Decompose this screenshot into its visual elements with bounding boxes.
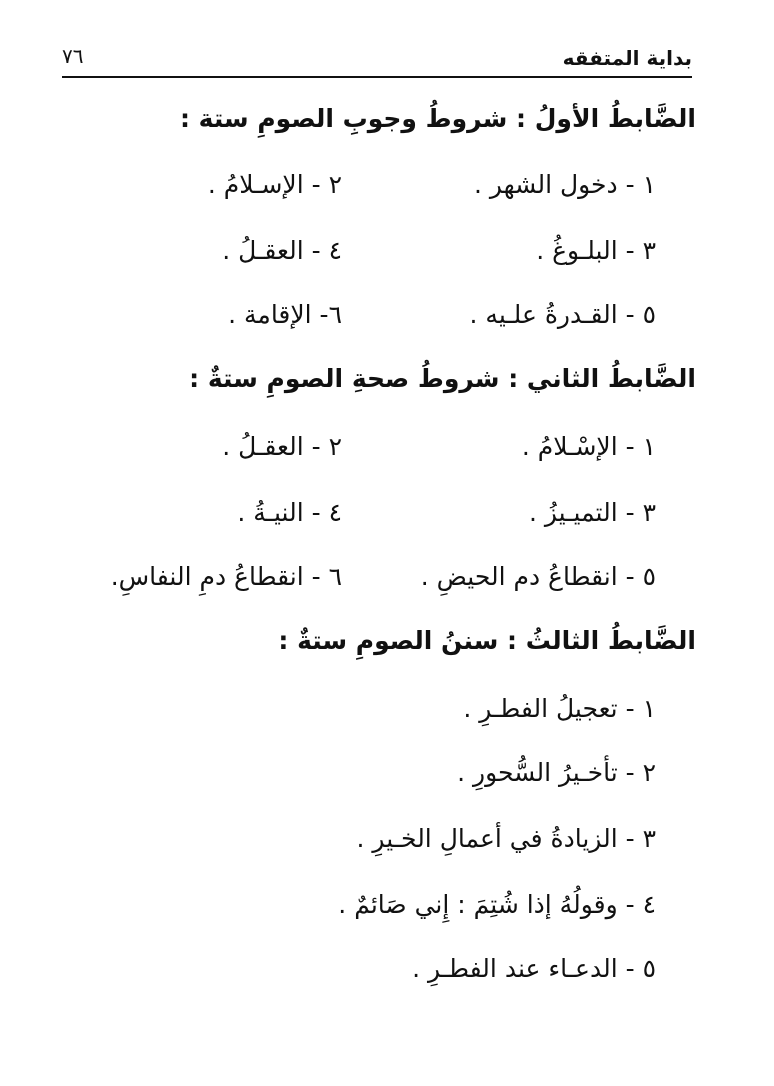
section-2-item-5: ٥ - انقطاعُ دم الحيضِ . (420, 562, 656, 591)
section-2-heading (189, 364, 696, 393)
section-2-item-6: ٦ - انقطاعُ دمِ النفاسِ. (110, 562, 342, 591)
page-number: ٧٦ (62, 44, 84, 68)
section-1-item-2: ٢ - الإسـلامُ . (207, 170, 342, 199)
section-2-item-3: ٣ - التميـيزُ . (528, 498, 656, 527)
section-1-label: الضَّابطُ الأولُ : (516, 104, 696, 133)
section-3-item-4: ٤ - وقولُهُ إذا شُتِمَ : إِني صَائمٌ . (338, 890, 656, 919)
section-2-item-4: ٤ - النيـةُ . (237, 498, 342, 527)
section-3-item-5: ٥ - الدعـاء عند الفطـرِ . (412, 954, 656, 983)
section-1-heading (180, 104, 696, 133)
section-3-title: سننُ الصومِ ستةٌ : (278, 626, 499, 655)
section-1-item-5: ٥ - القـدرةُ علـيه . (469, 300, 656, 329)
section-1-item-4: ٤ - العقـلُ . (222, 236, 342, 265)
section-2-title: شروطُ صحةِ الصومِ ستةٌ : (189, 364, 500, 393)
section-1-item-6: ٦- الإقامة . (228, 300, 342, 329)
section-3-label: الضَّابطُ الثالثُ : (507, 626, 696, 655)
page-header (62, 36, 692, 78)
section-3-item-2: ٢ - تأخـيرُ السُّحورِ . (457, 758, 656, 787)
section-2-label: الضَّابطُ الثاني : (508, 364, 696, 393)
section-2-item-1: ١ - الإسْـلامُ . (521, 432, 656, 461)
section-1-item-3: ٣ - البلـوغُ . (536, 236, 656, 265)
section-3-heading (278, 626, 696, 655)
section-2-item-2: ٢ - العقـلُ . (222, 432, 342, 461)
book-title: بداية المتفقه (562, 46, 692, 70)
section-3-item-1: ١ - تعجيلُ الفطـرِ . (463, 694, 656, 723)
section-1-title: شروطُ وجوبِ الصومِ ستة : (179, 104, 508, 133)
section-1-item-1: ١ - دخول الشهر . (473, 170, 656, 199)
section-3-item-3: ٣ - الزيادةُ في أعمالِ الخـيرِ . (356, 824, 656, 853)
